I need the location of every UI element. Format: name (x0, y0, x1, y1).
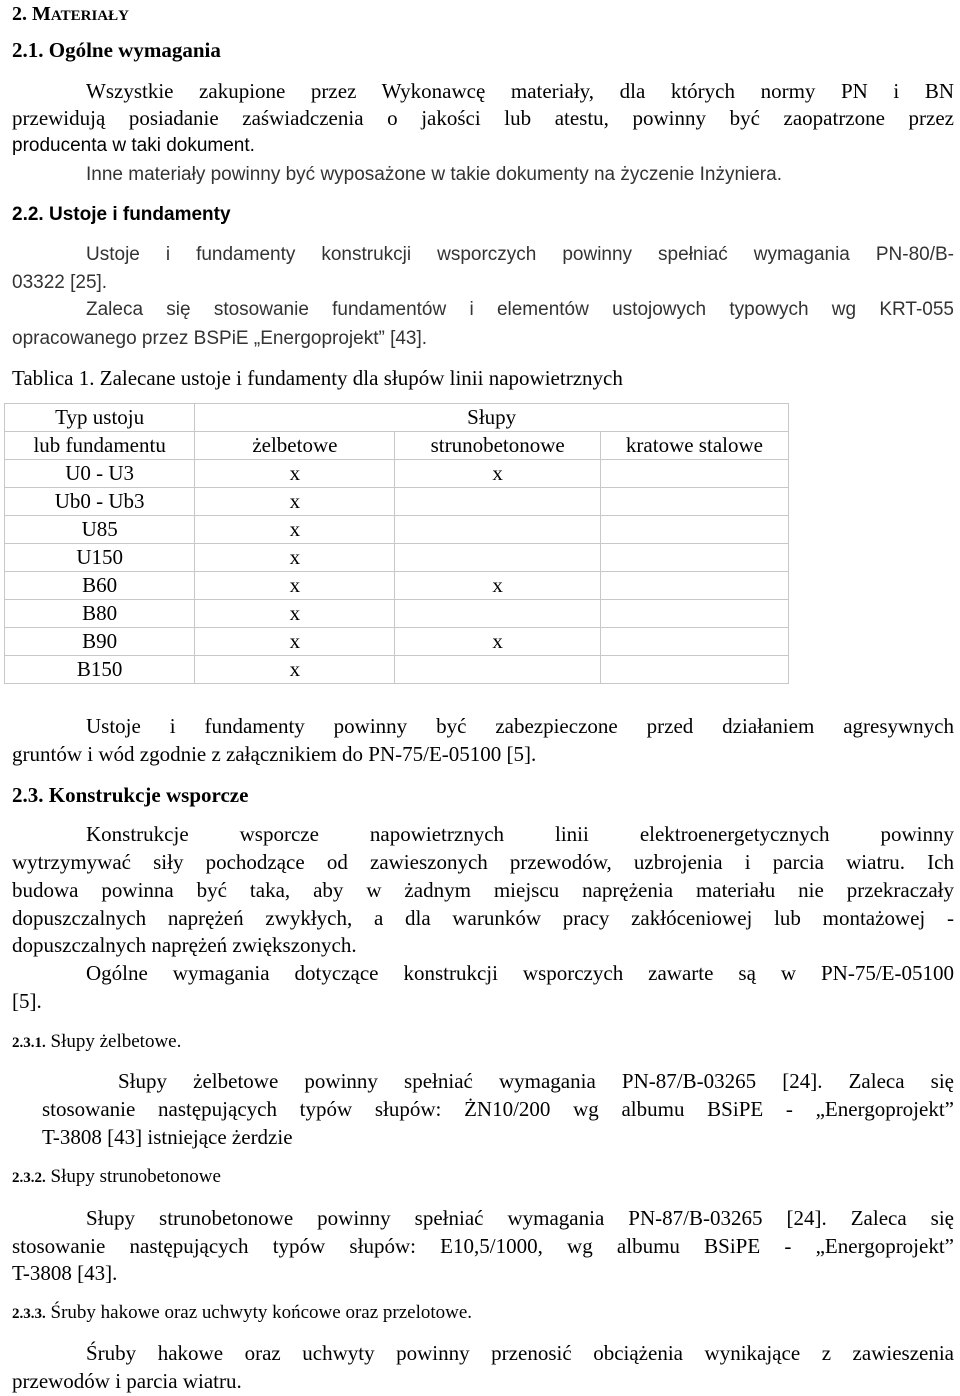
section-title-rest: ATERIAŁY (50, 8, 129, 24)
table-cell: x (195, 488, 395, 516)
subsubsection-number: 2.3.2. (12, 1170, 46, 1186)
section-heading (12, 4, 129, 24)
table-row (5, 516, 789, 544)
table-cell (395, 656, 600, 684)
paragraph-line: Wszystkie zakupione przez Wykonawcę materiały, dla których normy PN i BN (86, 79, 954, 103)
table-cell: x (395, 572, 600, 600)
table-cell: x (395, 628, 600, 656)
paragraph-line: gruntów i wód zgodnie z załącznikiem do PN-75/E-05100 [5]. (12, 742, 537, 766)
table-cell: x (195, 572, 395, 600)
table-cell (600, 488, 788, 516)
table-header-cell: strunobetonowe (395, 432, 600, 460)
table-cell (600, 628, 788, 656)
subsection-title-2-1: 2.1. Ogólne wymagania (12, 38, 221, 62)
subsection-title-2-3: 2.3. Konstrukcje wsporcze (12, 783, 249, 807)
table-cell (600, 516, 788, 544)
table-header-cell: kratowe stalowe (600, 432, 788, 460)
table-cell (395, 600, 600, 628)
table-cell (600, 600, 788, 628)
subsubsection-title: Śruby hakowe oraz uchwyty końcowe oraz przelotowe. (50, 1302, 473, 1323)
table-header-cell: żelbetowe (195, 432, 395, 460)
table-header-row (5, 432, 789, 460)
table-cell (600, 460, 788, 488)
paragraph-line: Ustoje i fundamenty konstrukcji wsporczych powinny spełniać wymagania PN-80/B- (86, 244, 954, 265)
table-row (5, 628, 789, 656)
paragraph-line: przewidują posiadanie zaświadczenia o jakości lub atestu, powinny być zaopatrzone przez (12, 106, 954, 130)
paragraph-line: opracowanego przez BSPiE „Energoprojekt” [43]. (12, 328, 428, 349)
paragraph-line: Konstrukcje wsporcze napowietrznych linii elektroenergetycznych powinny (86, 822, 954, 846)
paragraph-line: przewodów i parcia wiatru. (12, 1369, 242, 1393)
table-row (5, 488, 789, 516)
paragraph-line: wytrzymywać siły pochodzące od zawieszonych przewodów, uzbrojenia i parcia wiatru. Ich (12, 850, 954, 874)
table-row (5, 600, 789, 628)
paragraph-line: producenta w taki dokument. (12, 135, 255, 156)
paragraph-line: 03322 [25]. (12, 272, 108, 293)
table-cell: Ub0 - Ub3 (5, 488, 195, 516)
subsubsection-title: Słupy strunobetonowe (50, 1166, 221, 1187)
table-cell: U0 - U3 (5, 460, 195, 488)
table-cell (395, 516, 600, 544)
table-cell: B60 (5, 572, 195, 600)
subsection-title-2-2: 2.2. Ustoje i fundamenty (12, 204, 231, 225)
subsubsection-title: Słupy żelbetowe. (50, 1031, 182, 1052)
table-cell: x (195, 656, 395, 684)
subsubsection-number: 2.3.3. (12, 1306, 46, 1322)
paragraph-line: Śruby hakowe oraz uchwyty powinny przenosić obciążenia wynikające z zawieszenia (86, 1341, 954, 1365)
table-cell: U85 (5, 516, 195, 544)
table-cell: x (395, 460, 600, 488)
table-row (5, 656, 789, 684)
subsubsection-title-2-3-2 (12, 1167, 221, 1186)
table-cell: B80 (5, 600, 195, 628)
paragraph-line: Słupy żelbetowe powinny spełniać wymagania PN-87/B-03265 [24]. Zaleca się (118, 1069, 954, 1093)
paragraph-line: Słupy strunobetonowe powinny spełniać wymagania PN-87/B-03265 [24]. Zaleca się (86, 1206, 954, 1230)
table-group-header: Słupy (195, 404, 789, 432)
paragraph-line: T-3808 [43] istniejące żerdzie (42, 1125, 293, 1149)
paragraph-line: stosowanie następujących typów słupów: E10,5/1000, wg albumu BSiPE - „Energoprojekt” (12, 1234, 954, 1258)
paragraph-line: T-3808 [43]. (12, 1261, 118, 1285)
table-header-cell: lub fundamentu (5, 432, 195, 460)
section-number: 2. (12, 3, 27, 25)
paragraph-line: dopuszczalnych naprężeń zwiększonych. (12, 933, 357, 957)
subsubsection-title-2-3-3 (12, 1303, 472, 1322)
table-caption: Tablica 1. Zalecane ustoje i fundamenty dla słupów linii napowietrznych (12, 366, 623, 390)
table-cell: U150 (5, 544, 195, 572)
paragraph-text: Inne materiały powinny być wyposażone w takie dokumenty na życzenie Inżyniera. (86, 164, 782, 185)
table-cell (395, 488, 600, 516)
table-row (5, 460, 789, 488)
table-cell (600, 572, 788, 600)
subsubsection-title-2-3-1 (12, 1032, 181, 1051)
table-cell: x (195, 516, 395, 544)
table-cell (600, 656, 788, 684)
table-cell: x (195, 460, 395, 488)
table-cell (600, 544, 788, 572)
table-row (5, 544, 789, 572)
table-header-row (5, 404, 789, 432)
subsubsection-number: 2.3.1. (12, 1035, 46, 1051)
table-cell (395, 544, 600, 572)
paragraph-line: [5]. (12, 989, 42, 1013)
paragraph-line: Zaleca się stosowanie fundamentów i elementów ustojowych typowych wg KRT-055 (86, 299, 954, 320)
table-cell: B150 (5, 656, 195, 684)
paragraph-line: stosowanie następujących typów słupów: ŻN10/200 wg albumu BSiPE - „Energoprojekt” (42, 1097, 954, 1121)
table-header-cell: Typ ustoju (5, 404, 195, 432)
table-cell: B90 (5, 628, 195, 656)
table-cell: x (195, 628, 395, 656)
table-cell: x (195, 600, 395, 628)
table-row (5, 572, 789, 600)
paragraph-line: dopuszczalnych naprężeń zwykłych, a dla warunków pracy zakłóceniowej lub montażowej - (12, 906, 954, 930)
paragraph-line: budowa powinna być taka, aby w żadnym miejscu naprężenia materiału nie przekraczały (12, 878, 954, 902)
section-title-first: M (32, 3, 51, 25)
paragraph-line: Ogólne wymagania dotyczące konstrukcji wsporczych zawarte są w PN-75/E-05100 (86, 961, 954, 985)
table-cell: x (195, 544, 395, 572)
table (4, 403, 789, 684)
paragraph-line: Ustoje i fundamenty powinny być zabezpieczone przed działaniem agresywnych (86, 714, 954, 738)
